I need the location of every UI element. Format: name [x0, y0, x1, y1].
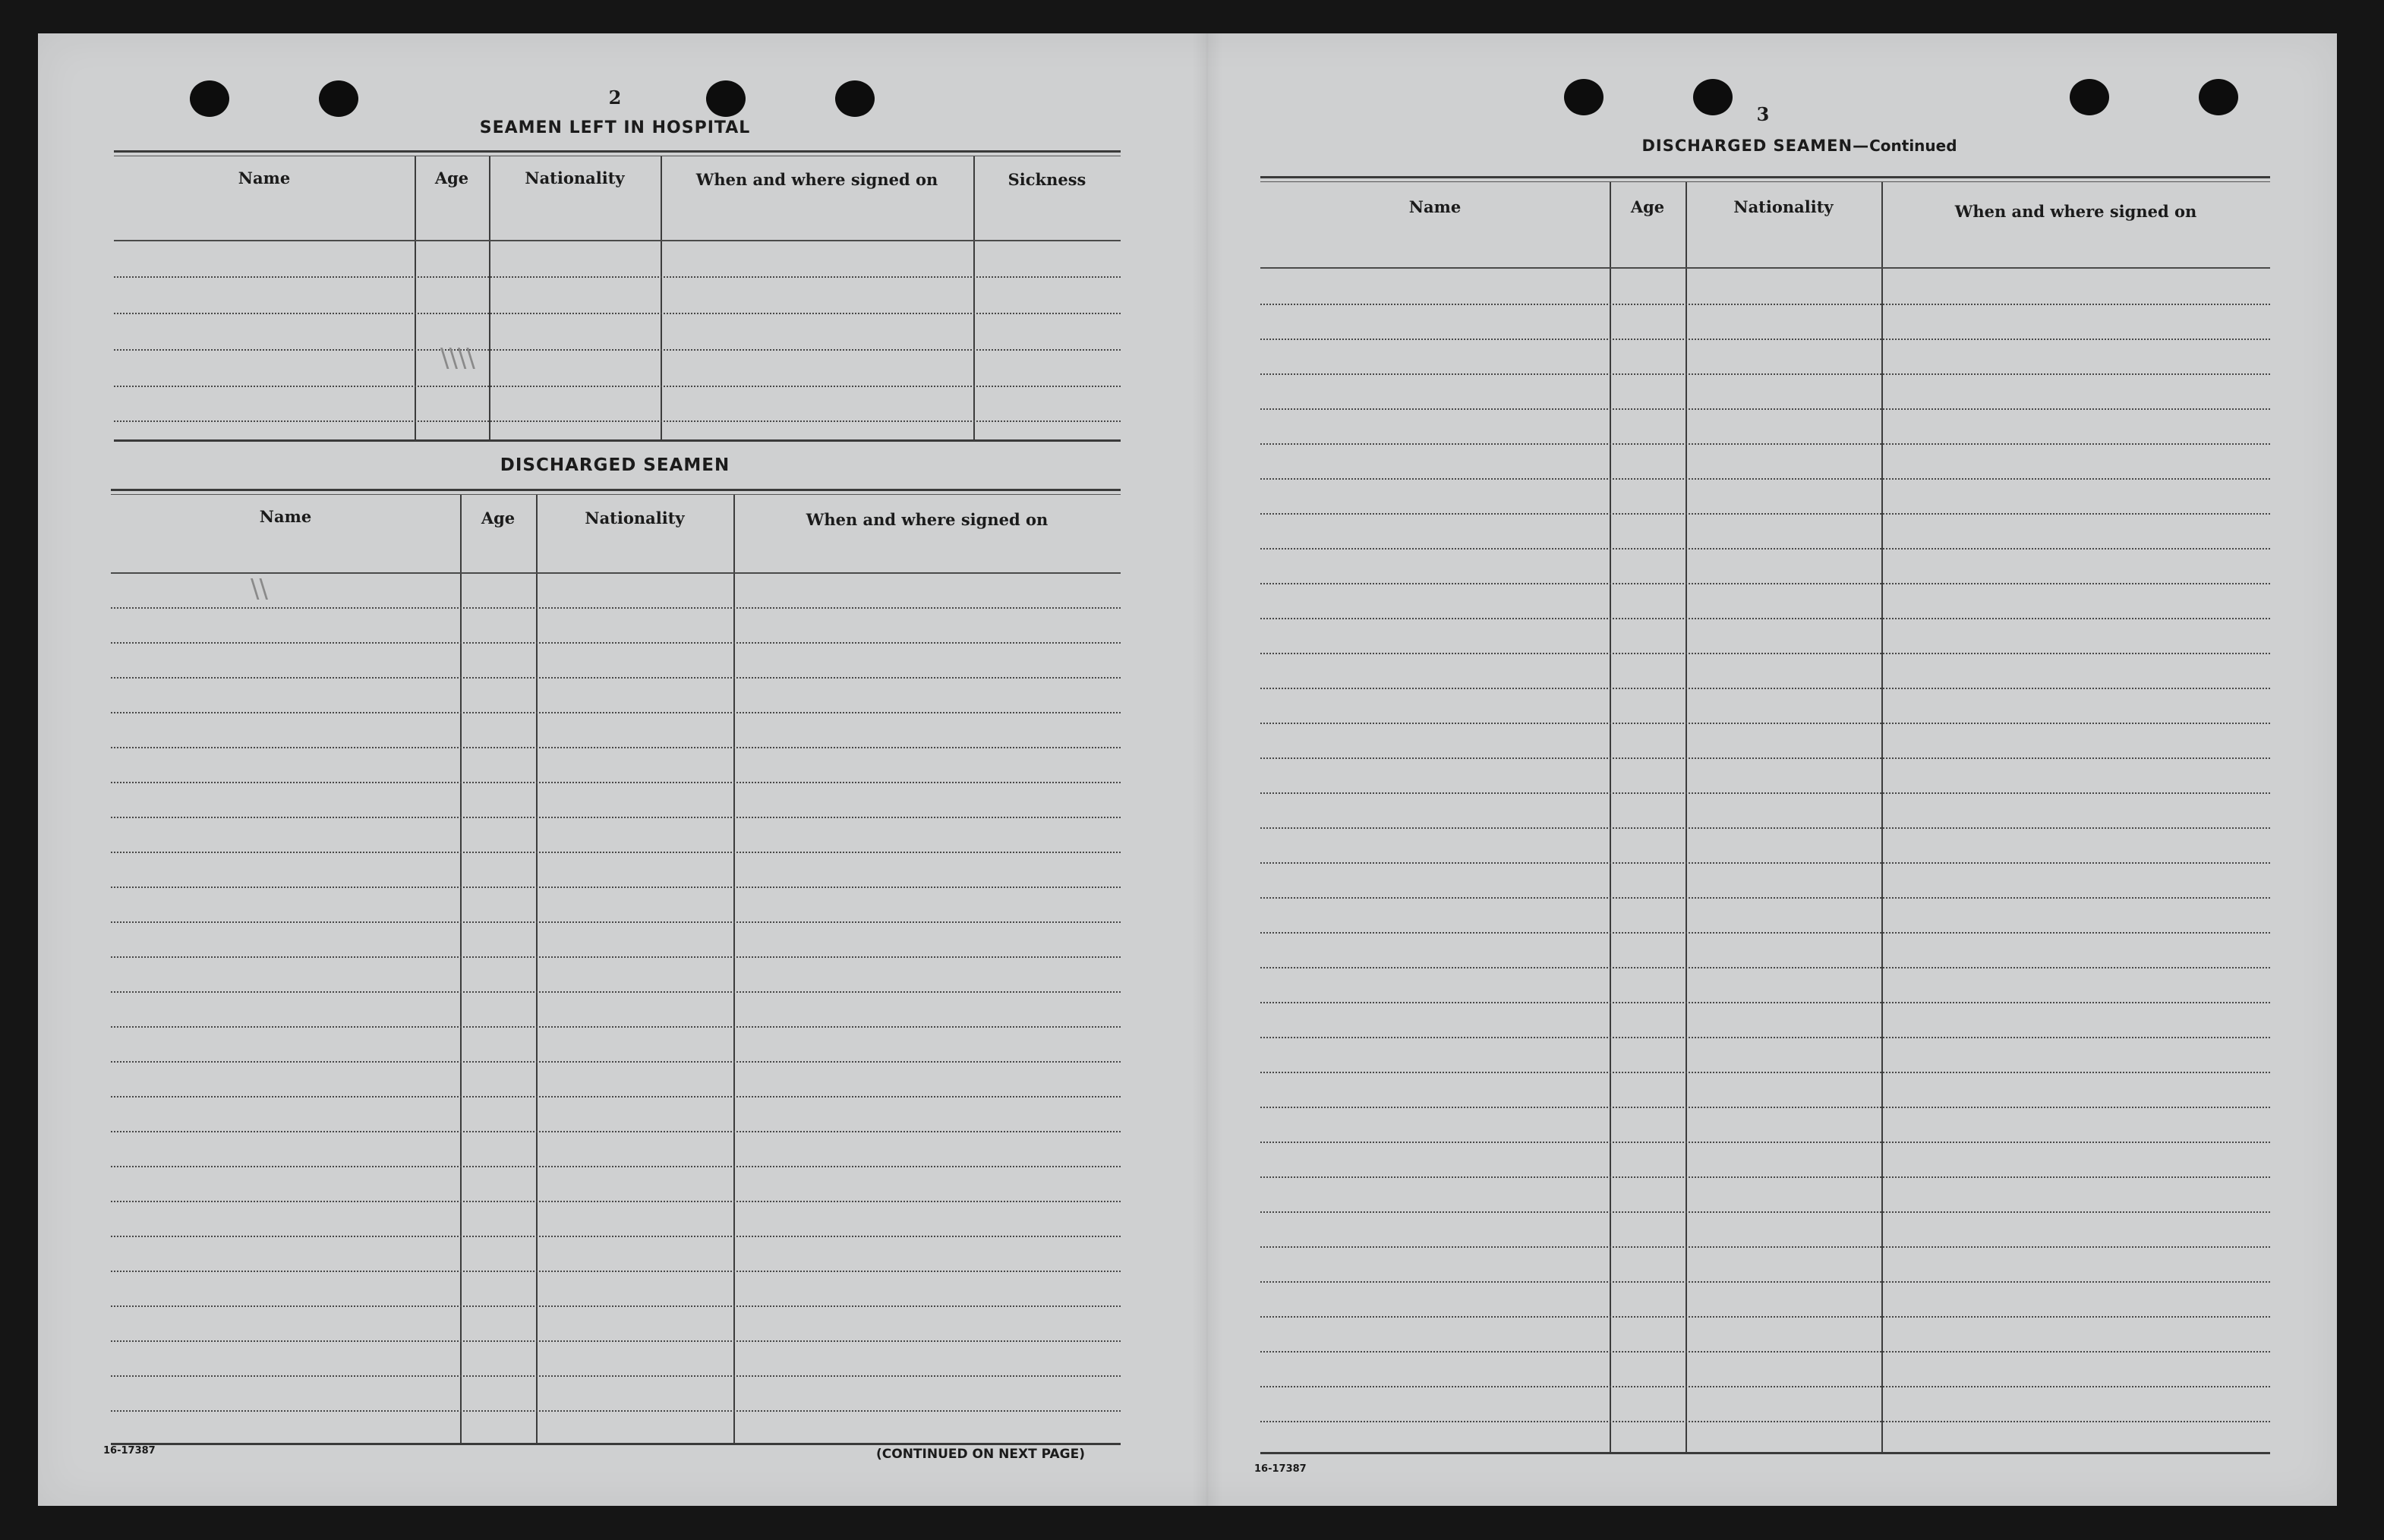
discharged-table-left [111, 489, 1121, 1445]
center-fold [1192, 33, 1222, 1506]
col-header-signed-on: When and where signed on [1954, 202, 2197, 221]
document-sheet [38, 33, 2337, 1506]
col-header-name: Name [238, 168, 291, 187]
col-header-age: Age [481, 509, 516, 528]
col-header-signed-on: When and where signed on [806, 510, 1049, 529]
col-header-name: Name [1408, 197, 1462, 216]
pencil-mark: \\\\ [440, 343, 475, 373]
punch-hole [190, 80, 229, 117]
right-page-number: 3 [1756, 103, 1770, 125]
right-section-title [1572, 137, 2027, 155]
punch-hole [835, 80, 875, 117]
col-header-age: Age [1630, 197, 1665, 216]
right-section-title-suffix: Continued [1869, 137, 1957, 155]
col-header-nationality: Nationality [585, 509, 685, 528]
hospital-table [114, 150, 1121, 442]
continued-note: (CONTINUED ON NEXT PAGE) [876, 1447, 1085, 1462]
discharged-section-title: DISCHARGED SEAMEN [500, 455, 730, 475]
left-page-number: 2 [608, 87, 622, 109]
left-form-number: 16-17387 [103, 1445, 156, 1457]
discharged-table-right [1260, 176, 2270, 1454]
col-header-nationality: Nationality [525, 168, 625, 187]
punch-hole [2199, 79, 2238, 115]
col-header-name: Name [259, 507, 312, 526]
right-form-number: 16-17387 [1254, 1463, 1307, 1475]
hospital-section-title: SEAMEN LEFT IN HOSPITAL [479, 118, 751, 137]
punch-hole [1564, 79, 1604, 115]
right-section-title-main: DISCHARGED SEAMEN— [1641, 137, 1870, 155]
punch-hole [706, 80, 746, 117]
col-header-sickness: Sickness [1008, 170, 1086, 189]
col-header-signed-on: When and where signed on [695, 170, 938, 189]
punch-hole [319, 80, 358, 117]
col-header-age: Age [434, 168, 469, 187]
pencil-mark: \\ [251, 574, 268, 604]
punch-hole [2070, 79, 2109, 115]
col-header-nationality: Nationality [1733, 197, 1834, 216]
punch-hole [1693, 79, 1733, 115]
